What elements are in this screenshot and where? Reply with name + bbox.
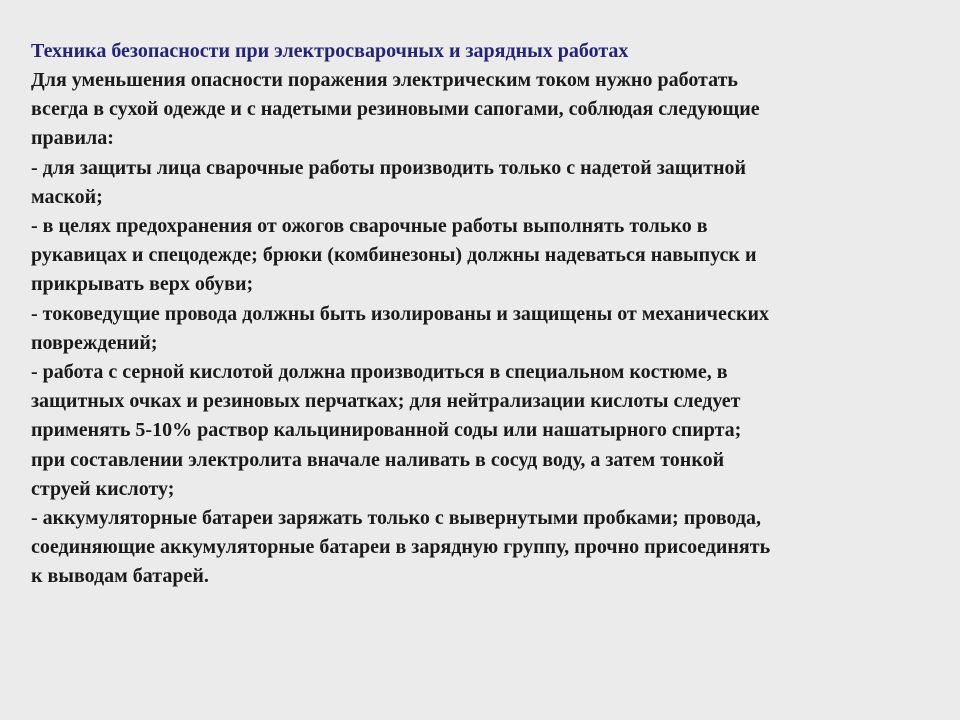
text-line: защитных очках и резиновых перчатках; для нейтрализации кислоты следует [31, 390, 741, 413]
text-line: применять 5-10% раствор кальцинированной соды или нашатырного спирта; [31, 419, 742, 442]
text-line: струей кислоту; [31, 477, 175, 500]
text-line: маской; [31, 185, 103, 208]
slide-title: Техника безопасности при электросварочных и зарядных работах [31, 40, 629, 62]
text-line: всегда в сухой одежде и с надетыми резиновыми сапогами, соблюдая следующие [31, 98, 760, 121]
body-text [31, 66, 931, 592]
text-line: прикрывать верх обуви; [31, 273, 254, 296]
text-line: - работа с серной кислотой должна производиться в специальном костюме, в [31, 361, 728, 384]
text-line: при составлении электролита вначале наливать в сосуд воду, а затем тонкой [31, 448, 725, 471]
text-line: Для уменьшения опасности поражения электрическим током нужно работать [31, 69, 739, 91]
text-line: повреждений; [31, 331, 158, 354]
text-line: - для защиты лица сварочные работы производить только с надетой защитной [31, 156, 747, 179]
text-line: соединяющие аккумуляторные батареи в зарядную группу, прочно присоединять [31, 536, 771, 559]
text-line: правила: [31, 127, 114, 150]
text-line: рукавицах и спецодежде; брюки (комбинезоны) должны надеваться навыпуск и [31, 244, 757, 267]
text-line: - в целях предохранения от ожогов сварочные работы выполнять только в [31, 215, 708, 238]
text-line: - токоведущие провода должны быть изолированы и защищены от механических [31, 302, 770, 325]
text-line: - аккумуляторные батареи заряжать только с вывернутыми пробками; провода, [31, 507, 762, 530]
slide-content [31, 37, 931, 592]
text-line: к выводам батарей. [31, 565, 209, 588]
